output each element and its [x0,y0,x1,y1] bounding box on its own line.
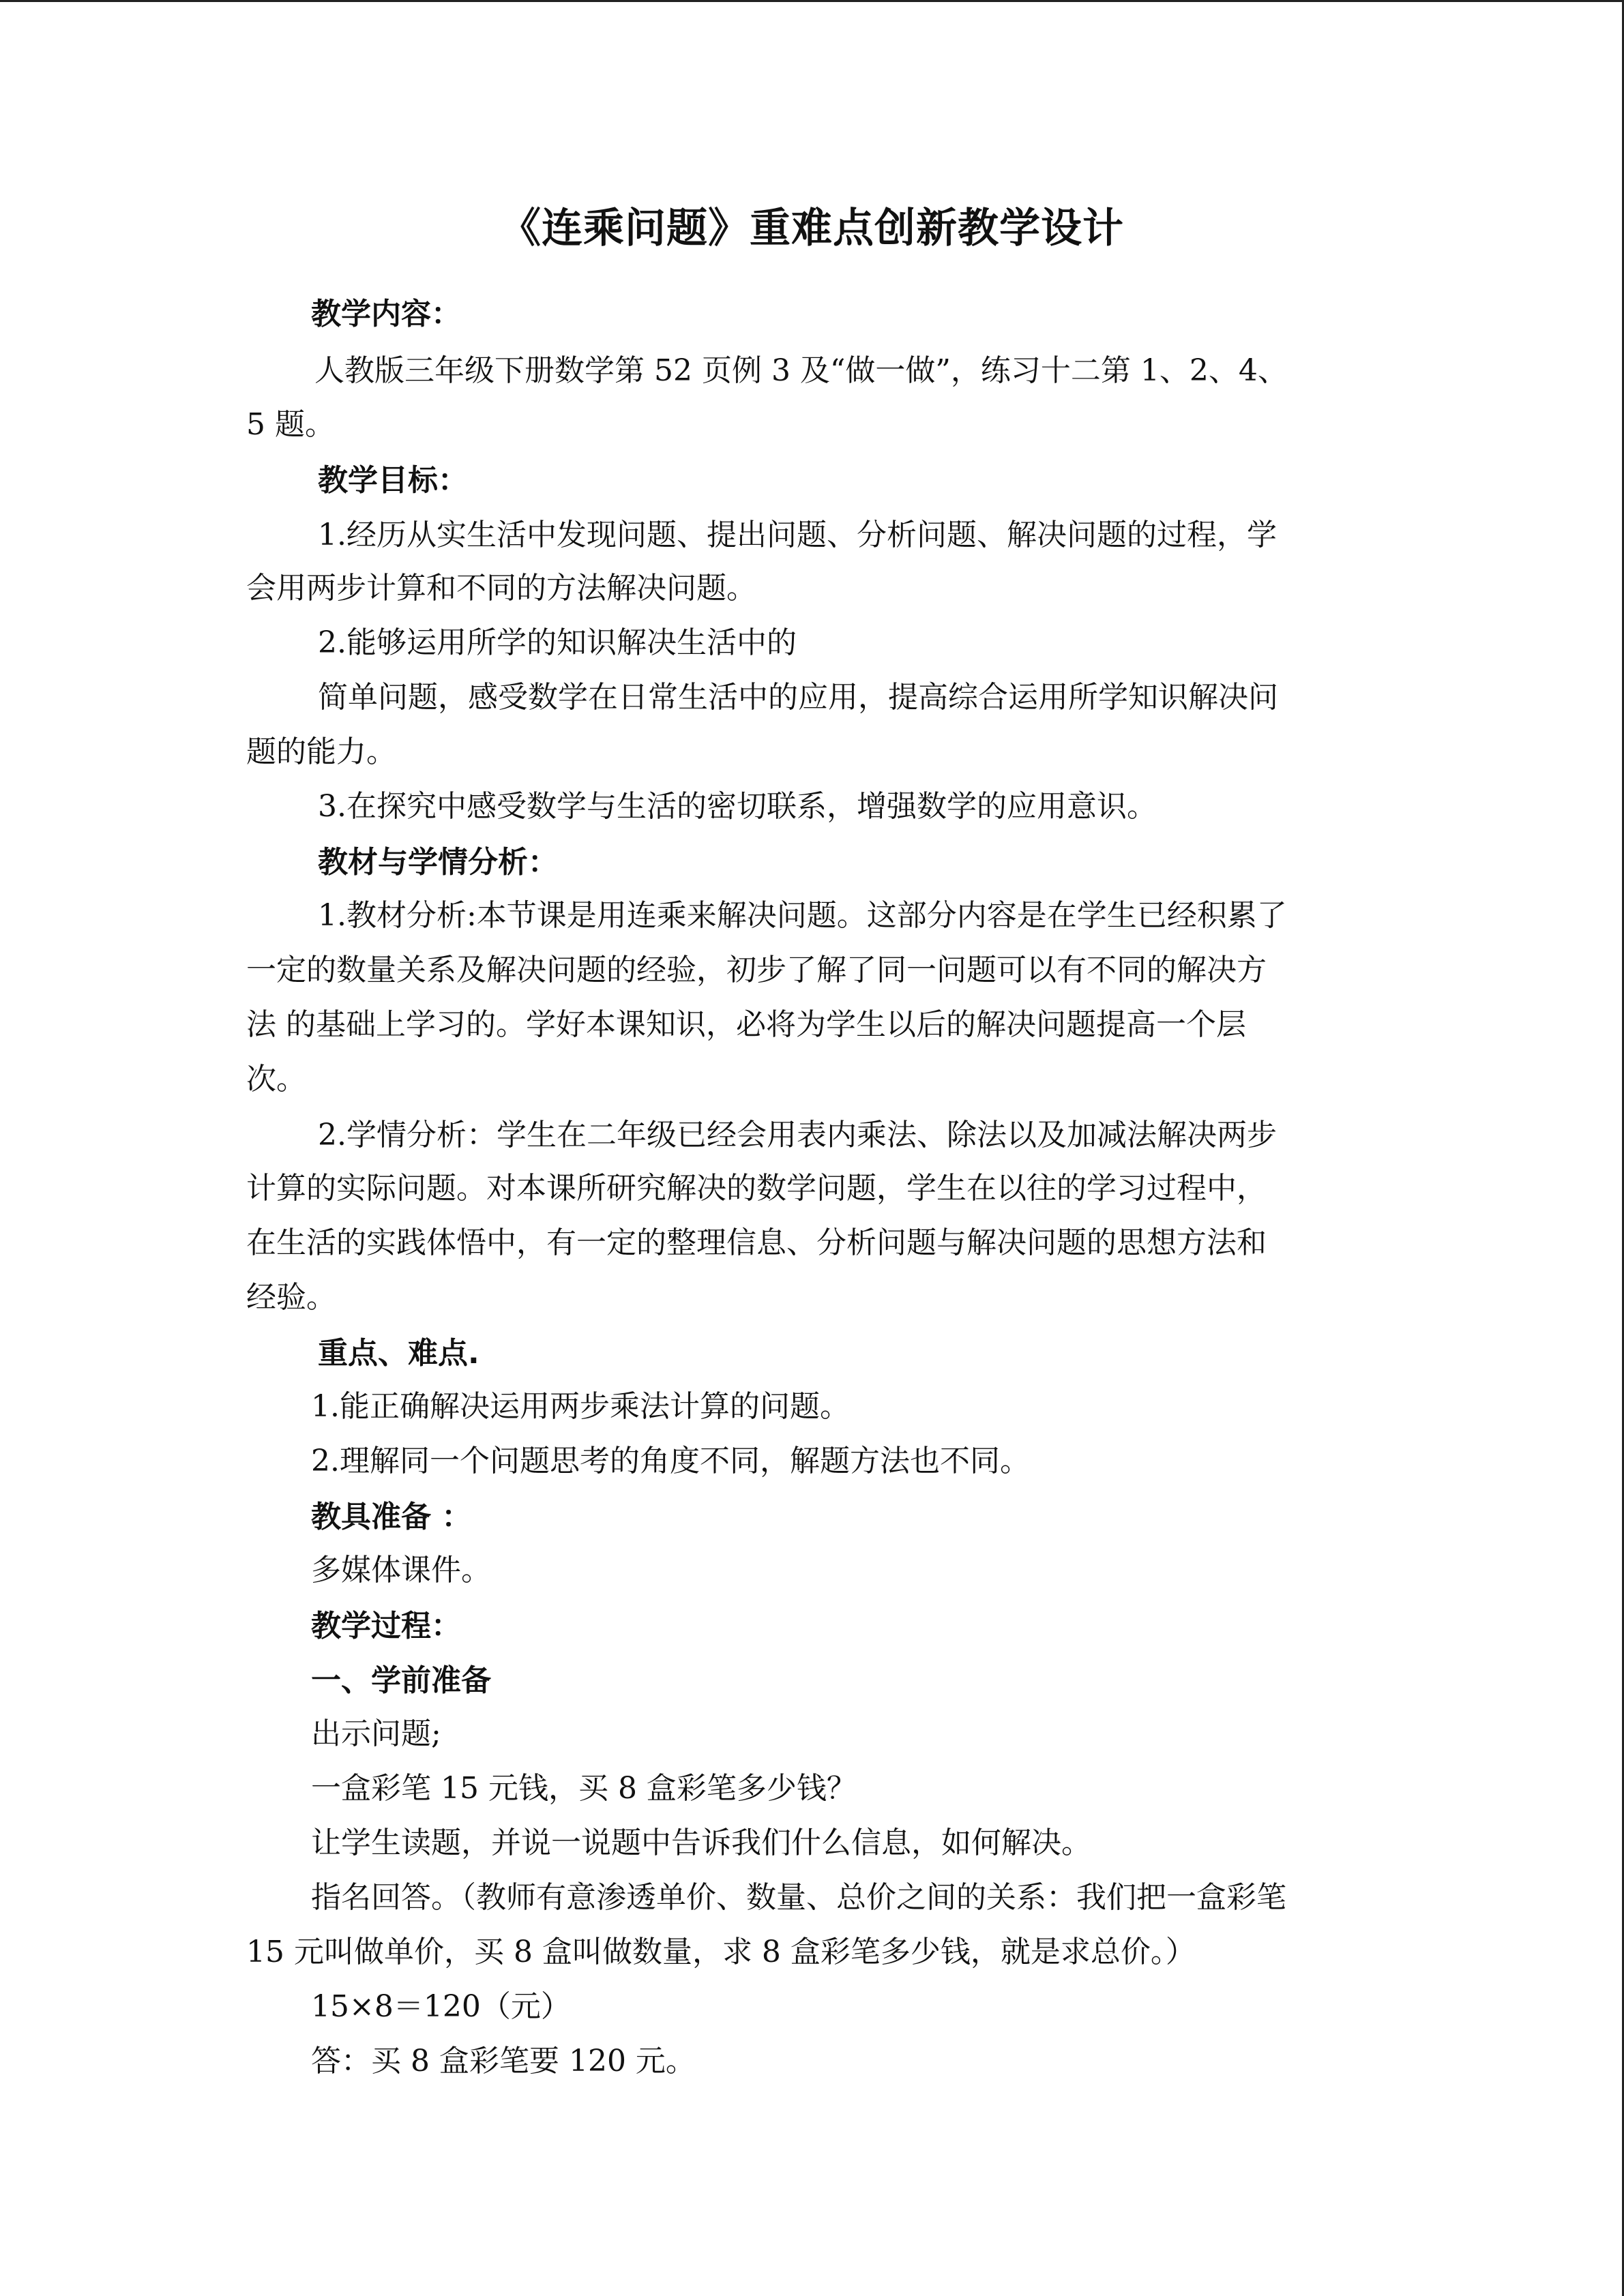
paragraph-line: 法 的基础上学习的。学好本课知识，必将为学生以后的解决问题提高一个层 [246,1007,1246,1042]
heading-material-analysis: 教材与学情分析： [318,845,558,880]
paragraph-line: 5 题。 [246,407,335,442]
paragraph-line: 1.经历从实生活中发现问题、提出问题、分析问题、解决问题的过程，学 [318,518,1277,552]
heading-teaching-content: 教学内容： [311,297,461,331]
paragraph-line: 人教版三年级下册数学第 52 页例 3 及“做一做”，练习十二第 1、2、4、 [314,353,1288,388]
answer-line: 答：买 8 盒彩笔要 120 元。 [311,2044,696,2078]
paragraph-line: 1.能正确解决运用两步乘法计算的问题。 [311,1389,850,1424]
paragraph-line: 题的能力。 [246,734,396,769]
paragraph-line: 多媒体课件。 [311,1553,491,1587]
paragraph-line: 次。 [246,1062,306,1097]
heading-section-one: 一、学前准备 [311,1663,491,1698]
paragraph-line: 出示问题; [311,1716,441,1751]
paragraph-line: 让学生读题，并说一说题中告诉我们什么信息，如何解决。 [311,1825,1091,1860]
paragraph-line: 在生活的实践体悟中，有一定的整理信息、分析问题与解决问题的思想方法和 [246,1225,1267,1260]
paragraph-line: 2.能够运用所学的知识解决生活中的 [318,625,797,660]
paragraph-line: 简单问题，感受数学在日常生活中的应用，提高综合运用所学知识解决问 [318,680,1278,715]
equation-line: 15×8＝120（元） [311,1989,571,2024]
paragraph-line: 计算的实际问题。对本课所研究解决的数学问题，学生在以往的学习过程中， [246,1171,1267,1206]
heading-teaching-aids: 教具准备 ： [311,1500,472,1534]
paragraph-line: 2.学情分析：学生在二年级已经会用表内乘法、除法以及加减法解决两步 [318,1118,1277,1152]
paragraph-line: 一定的数量关系及解决问题的经验，初步了解了同一问题可以有不同的解决方 [246,953,1267,987]
heading-teaching-process: 教学过程： [311,1609,461,1643]
paragraph-line: 经验。 [246,1280,336,1315]
paragraph-line: 15 元叫做单价，买 8 盒叫做数量，求 8 盒彩笔多少钱，就是求总价。） [246,1935,1196,1969]
heading-key-points: 重点、难点. [318,1336,479,1371]
paragraph-line: 3.在探究中感受数学与生活的密切联系，增强数学的应用意识。 [318,789,1157,824]
paragraph-line: 2.理解同一个问题思考的角度不同，解题方法也不同。 [311,1444,1030,1478]
paragraph-line: 一盒彩笔 15 元钱，买 8 盒彩笔多少钱？ [311,1771,857,1806]
paragraph-line: 指名回答。（教师有意渗透单价、数量、总价之间的关系：我们把一盒彩笔 [311,1880,1286,1915]
paragraph-line: 1.教材分析:本节课是用连乘来解决问题。这部分内容是在学生已经积累了 [318,898,1287,933]
document-title: 《连乘问题》重难点创新教学设计 [500,205,1124,252]
heading-teaching-goals: 教学目标： [318,463,468,498]
paragraph-line: 会用两步计算和不同的方法解决问题。 [246,571,756,606]
